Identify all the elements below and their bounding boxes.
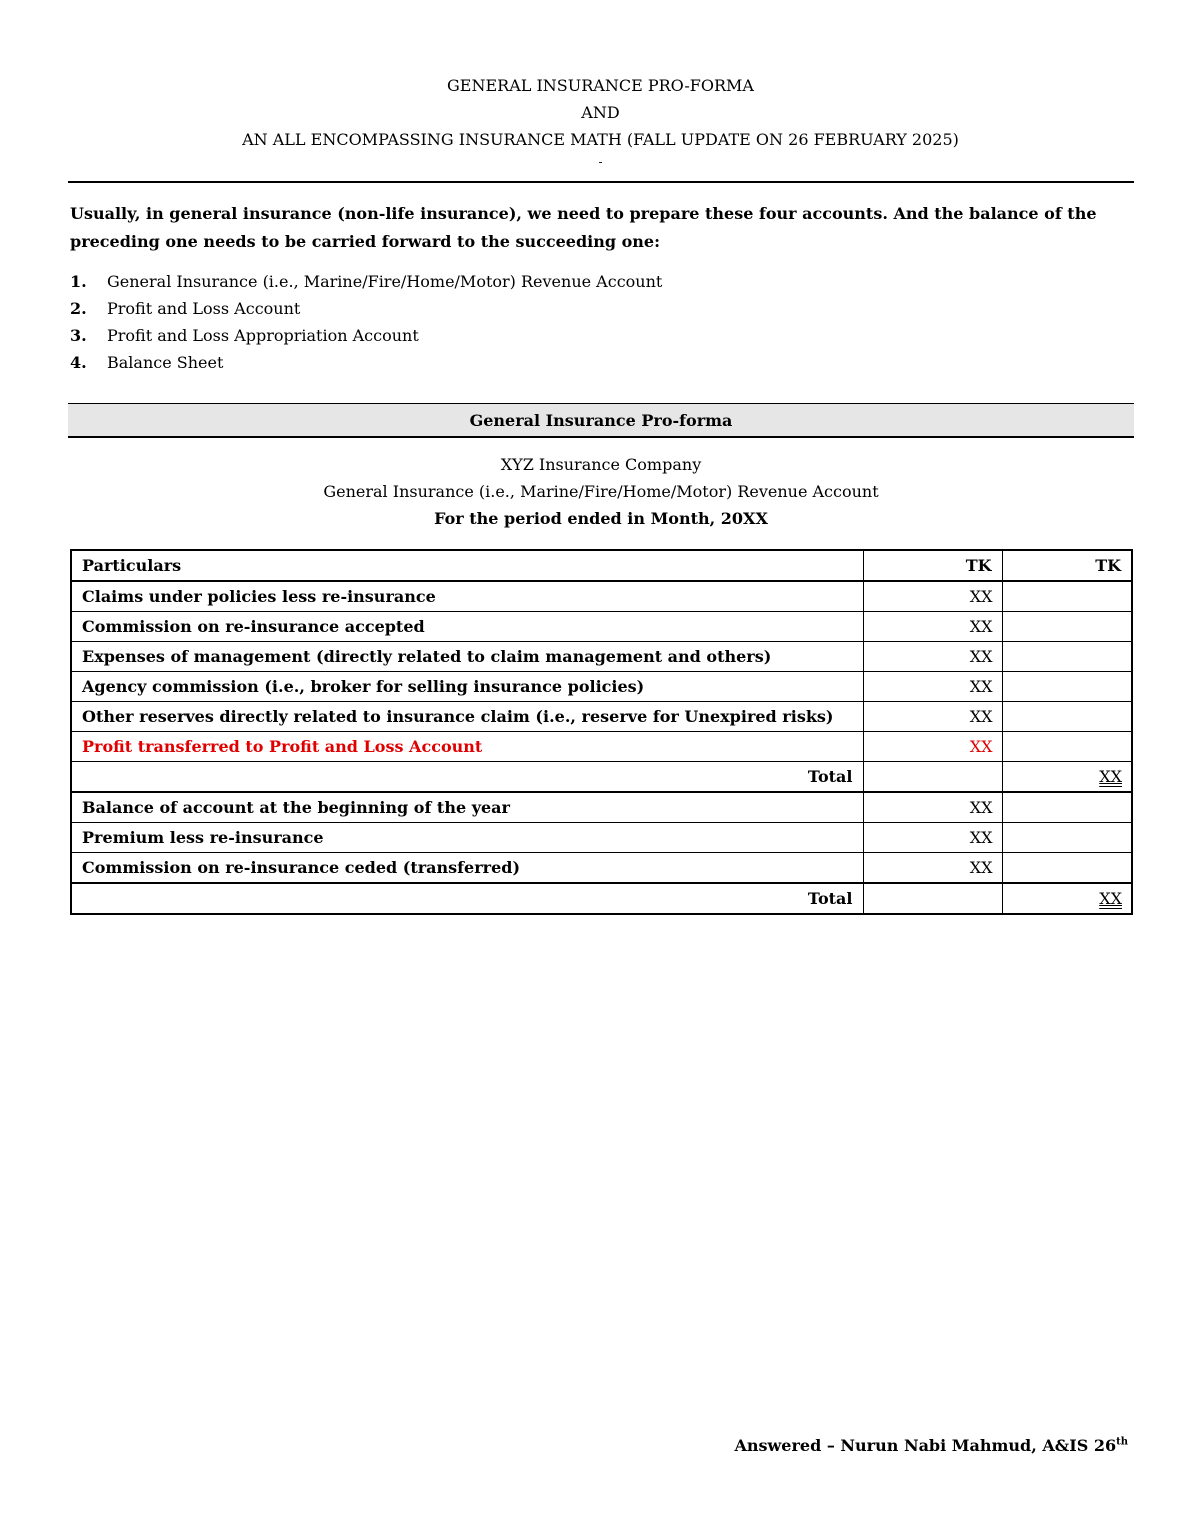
row-amount: XX <box>863 792 1002 823</box>
table-row-highlighted <box>71 732 1132 762</box>
list-label: Profit and Loss Appropriation Account <box>107 326 419 345</box>
list-label: Profit and Loss Account <box>107 299 301 318</box>
row-amount <box>1002 792 1132 823</box>
table-row <box>71 612 1132 642</box>
section-banner: General Insurance Pro-forma <box>68 403 1134 438</box>
row-amount: XX <box>863 853 1002 884</box>
row-label: Balance of account at the beginning of the year <box>71 792 863 823</box>
document-title <box>68 72 1133 171</box>
row-amount <box>1002 853 1132 884</box>
author-credit <box>734 1436 1128 1455</box>
row-amount <box>1002 642 1132 672</box>
table-row <box>71 642 1132 672</box>
account-name: General Insurance (i.e., Marine/Fire/Home/Motor) Revenue Account <box>323 482 879 501</box>
row-amount: XX <box>863 642 1002 672</box>
list-number: 4. <box>70 353 87 372</box>
table-row <box>71 581 1132 612</box>
title-divider <box>68 181 1134 183</box>
company-name: XYZ Insurance Company <box>500 455 702 474</box>
intro-paragraph: Usually, in general insurance (non-life insurance), we need to prepare these four accounts. And the balance of the preceding one needs to be carried forward to the succeeding one: <box>70 204 1097 251</box>
statement-heading <box>68 451 1134 532</box>
row-amount <box>1002 702 1132 732</box>
table-row <box>71 672 1132 702</box>
total-amount: XX <box>1099 889 1122 908</box>
row-label: Claims under policies less re-insurance <box>71 581 863 612</box>
header-particulars: Particulars <box>71 550 863 581</box>
table-row <box>71 792 1132 823</box>
total-label: Total <box>71 883 863 914</box>
list-number: 1. <box>70 272 87 291</box>
title-line-3: AN ALL ENCOMPASSING INSURANCE MATH (FALL UPDATE ON 26 FEBRUARY 2025) <box>242 130 959 149</box>
row-label: Expenses of management (directly related to claim management and others) <box>71 642 863 672</box>
row-amount <box>1002 612 1132 642</box>
author-text: Answered – Nurun Nabi Mahmud, A&IS 26 <box>734 1436 1117 1455</box>
accounts-list <box>70 268 662 376</box>
list-item <box>70 349 662 376</box>
row-label: Agency commission (i.e., broker for selling insurance policies) <box>71 672 863 702</box>
table-total-row <box>71 762 1132 793</box>
row-amount <box>1002 732 1132 762</box>
list-item <box>70 295 662 322</box>
row-amount: XX <box>863 672 1002 702</box>
row-amount: XX <box>863 581 1002 612</box>
header-tk: TK <box>863 550 1002 581</box>
row-amount <box>1002 581 1132 612</box>
row-label: Commission on re-insurance accepted <box>71 612 863 642</box>
title-line-4: - <box>598 155 603 169</box>
list-label: General Insurance (i.e., Marine/Fire/Home/Motor) Revenue Account <box>107 272 663 291</box>
row-amount: XX <box>863 823 1002 853</box>
author-superscript: th <box>1116 1436 1128 1448</box>
list-item <box>70 322 662 349</box>
total-amount <box>863 762 1002 793</box>
row-label: Other reserves directly related to insurance claim (i.e., reserve for Unexpired risks) <box>71 702 863 732</box>
table-header-row <box>71 550 1132 581</box>
row-label: Premium less re-insurance <box>71 823 863 853</box>
row-amount: XX <box>863 732 1002 762</box>
title-line-2: AND <box>581 103 620 122</box>
list-number: 3. <box>70 326 87 345</box>
row-amount: XX <box>863 612 1002 642</box>
total-amount: XX <box>1099 767 1122 786</box>
row-label: Profit transferred to Profit and Loss Account <box>71 732 863 762</box>
table-row <box>71 702 1132 732</box>
table-total-row <box>71 883 1132 914</box>
row-amount <box>1002 672 1132 702</box>
header-tk: TK <box>1002 550 1132 581</box>
list-label: Balance Sheet <box>107 353 224 372</box>
revenue-account-table <box>70 549 1133 915</box>
list-item <box>70 268 662 295</box>
table-row <box>71 853 1132 884</box>
row-label: Commission on re-insurance ceded (transferred) <box>71 853 863 884</box>
total-label: Total <box>71 762 863 793</box>
total-amount <box>863 883 1002 914</box>
row-amount: XX <box>863 702 1002 732</box>
list-number: 2. <box>70 299 87 318</box>
title-line-1: GENERAL INSURANCE PRO-FORMA <box>447 76 754 95</box>
period-line: For the period ended in Month, 20XX <box>434 509 768 528</box>
row-amount <box>1002 823 1132 853</box>
table-row <box>71 823 1132 853</box>
